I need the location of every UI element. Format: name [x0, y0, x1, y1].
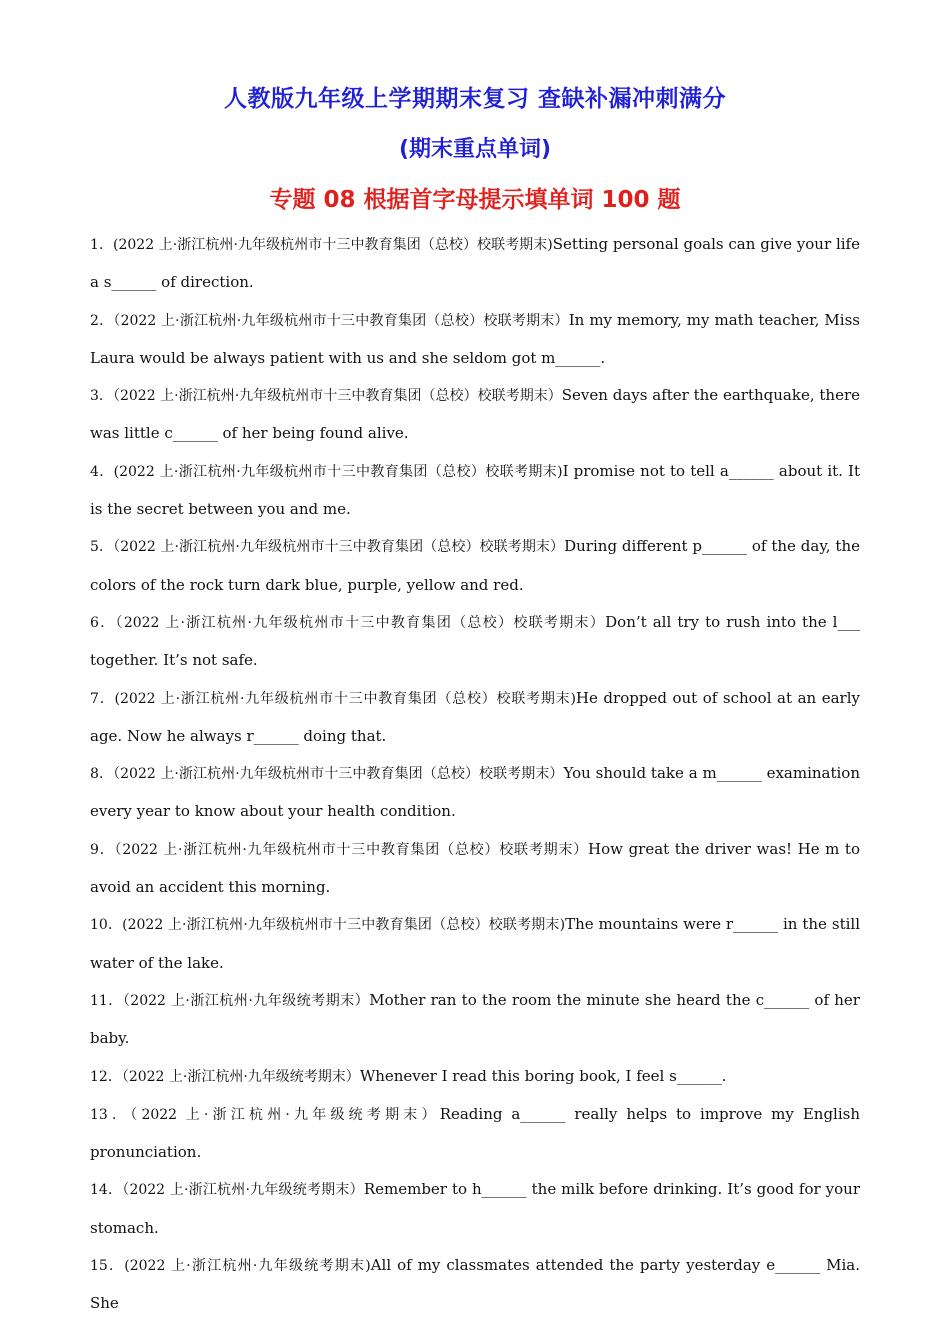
question-source: （2022 上·浙江杭州·九年级杭州市十三中教育集团（总校）校联考期末） [112, 388, 562, 405]
question-source: （2022 上·浙江杭州·九年级统考期末） [122, 1182, 364, 1199]
question-item [90, 755, 860, 831]
question-text: He dropped out of school at an early age. Now he always r______ doing that. [90, 688, 860, 745]
question-number: 10． [90, 917, 123, 934]
question-number: 9． [90, 841, 115, 858]
document-title: 人教版九年级上学期期末复习 查缺补漏冲刺满分 [223, 86, 726, 112]
question-source: (2022 上·浙江杭州·九年级杭州市十三中教育集团（总校）校联考期末) [113, 463, 563, 480]
question-source: （2022 上·浙江杭州·九年级统考期末） [130, 1106, 440, 1123]
question-item [90, 604, 860, 680]
question-item [90, 1096, 860, 1172]
question-source: （2022 上·浙江杭州·九年级杭州市十三中教育集团（总校）校联考期末） [113, 312, 569, 329]
question-text: The mountains were r______ in the still water of the lake. [90, 915, 860, 972]
question-number: 3． [90, 388, 113, 405]
question-item [90, 831, 860, 907]
question-number: 15． [90, 1258, 125, 1275]
question-item [90, 302, 860, 378]
question-number: 14． [90, 1182, 123, 1199]
question-item [90, 377, 860, 453]
question-list [90, 226, 860, 1323]
question-number: 13． [90, 1106, 131, 1123]
question-source: (2022 上·浙江杭州·九年级杭州市十三中教育集团（总校）校联考期末) [113, 237, 553, 253]
question-item [90, 1058, 860, 1096]
question-number: 8． [90, 766, 114, 783]
question-text: I promise not to tell a______ about it. It is the secret between you and me. [90, 461, 860, 519]
question-source: （2022 上·浙江杭州·九年级杭州市十三中教育集团（总校）校联考期末） [114, 841, 589, 858]
question-text: Reading a______ really helps to improve my English pronunciation. [90, 1104, 860, 1162]
question-text: Whenever I read this boring book, I feel s______. [359, 1066, 727, 1085]
question-item [90, 1171, 860, 1247]
question-number: 1． [90, 237, 114, 253]
topic-heading: 专题 08 根据首字母提示填单词 100 题 [269, 187, 681, 213]
question-number: 7． [90, 690, 115, 707]
question-text: During different p______ of the day, the colors of the rock turn dark blue, purple, yellow and red. [90, 537, 860, 594]
question-source: (2022 上·浙江杭州·九年级统考期末) [124, 1258, 371, 1275]
question-text: Don’t all try to rush into the l___ together. It’s not safe. [90, 612, 860, 670]
question-text: How great the driver was! He m to avoid an accident this morning. [90, 839, 860, 897]
question-item [90, 528, 860, 604]
question-text: Remember to h______ the milk before drinking. It’s good for your stomach. [90, 1180, 860, 1237]
question-item [90, 1247, 860, 1323]
question-source: （2022 上·浙江杭州·九年级杭州市十三中教育集团（总校）校联考期末） [115, 614, 606, 631]
question-number: 12． [90, 1068, 122, 1085]
question-source: （2022 上·浙江杭州·九年级统考期末） [122, 992, 370, 1009]
question-item [90, 680, 860, 756]
question-text: All of my classmates attended the party yesterday e______ Mia. She [90, 1256, 860, 1313]
question-item [90, 226, 860, 302]
question-item [90, 906, 860, 982]
question-source: （2022 上·浙江杭州·九年级杭州市十三中教育集团（总校）校联考期末） [113, 766, 564, 783]
question-number: 11． [90, 992, 123, 1009]
question-text: Seven days after the earthquake, there was little c______ of her being found alive. [90, 386, 860, 443]
question-source: （2022 上·浙江杭州·九年级杭州市十三中教育集团（总校）校联考期末） [113, 539, 565, 556]
question-item [90, 982, 860, 1058]
question-number: 4． [90, 463, 114, 480]
question-source: (2022 上·浙江杭州·九年级杭州市十三中教育集团（总校）校联考期末) [114, 690, 576, 707]
question-number: 2． [90, 312, 114, 329]
question-item [90, 453, 860, 529]
question-text: Mother ran to the room the minute she heard the c______ of her baby. [90, 990, 860, 1048]
question-source: (2022 上·浙江杭州·九年级杭州市十三中教育集团（总校）校联考期末) [122, 917, 566, 934]
question-text: In my memory, my math teacher, Miss Laura would be always patient with us and she seldom got m______. [90, 310, 860, 367]
question-number: 5． [90, 539, 114, 556]
document-subtitle: (期末重点单词) [398, 137, 552, 162]
question-number: 6． [90, 614, 116, 631]
question-source: （2022 上·浙江杭州·九年级统考期末） [121, 1068, 360, 1085]
question-text: You should take a m______ examination every year to know about your health condition. [90, 764, 860, 821]
question-text: Setting personal goals can give your life a s______ of direction. [90, 235, 860, 292]
